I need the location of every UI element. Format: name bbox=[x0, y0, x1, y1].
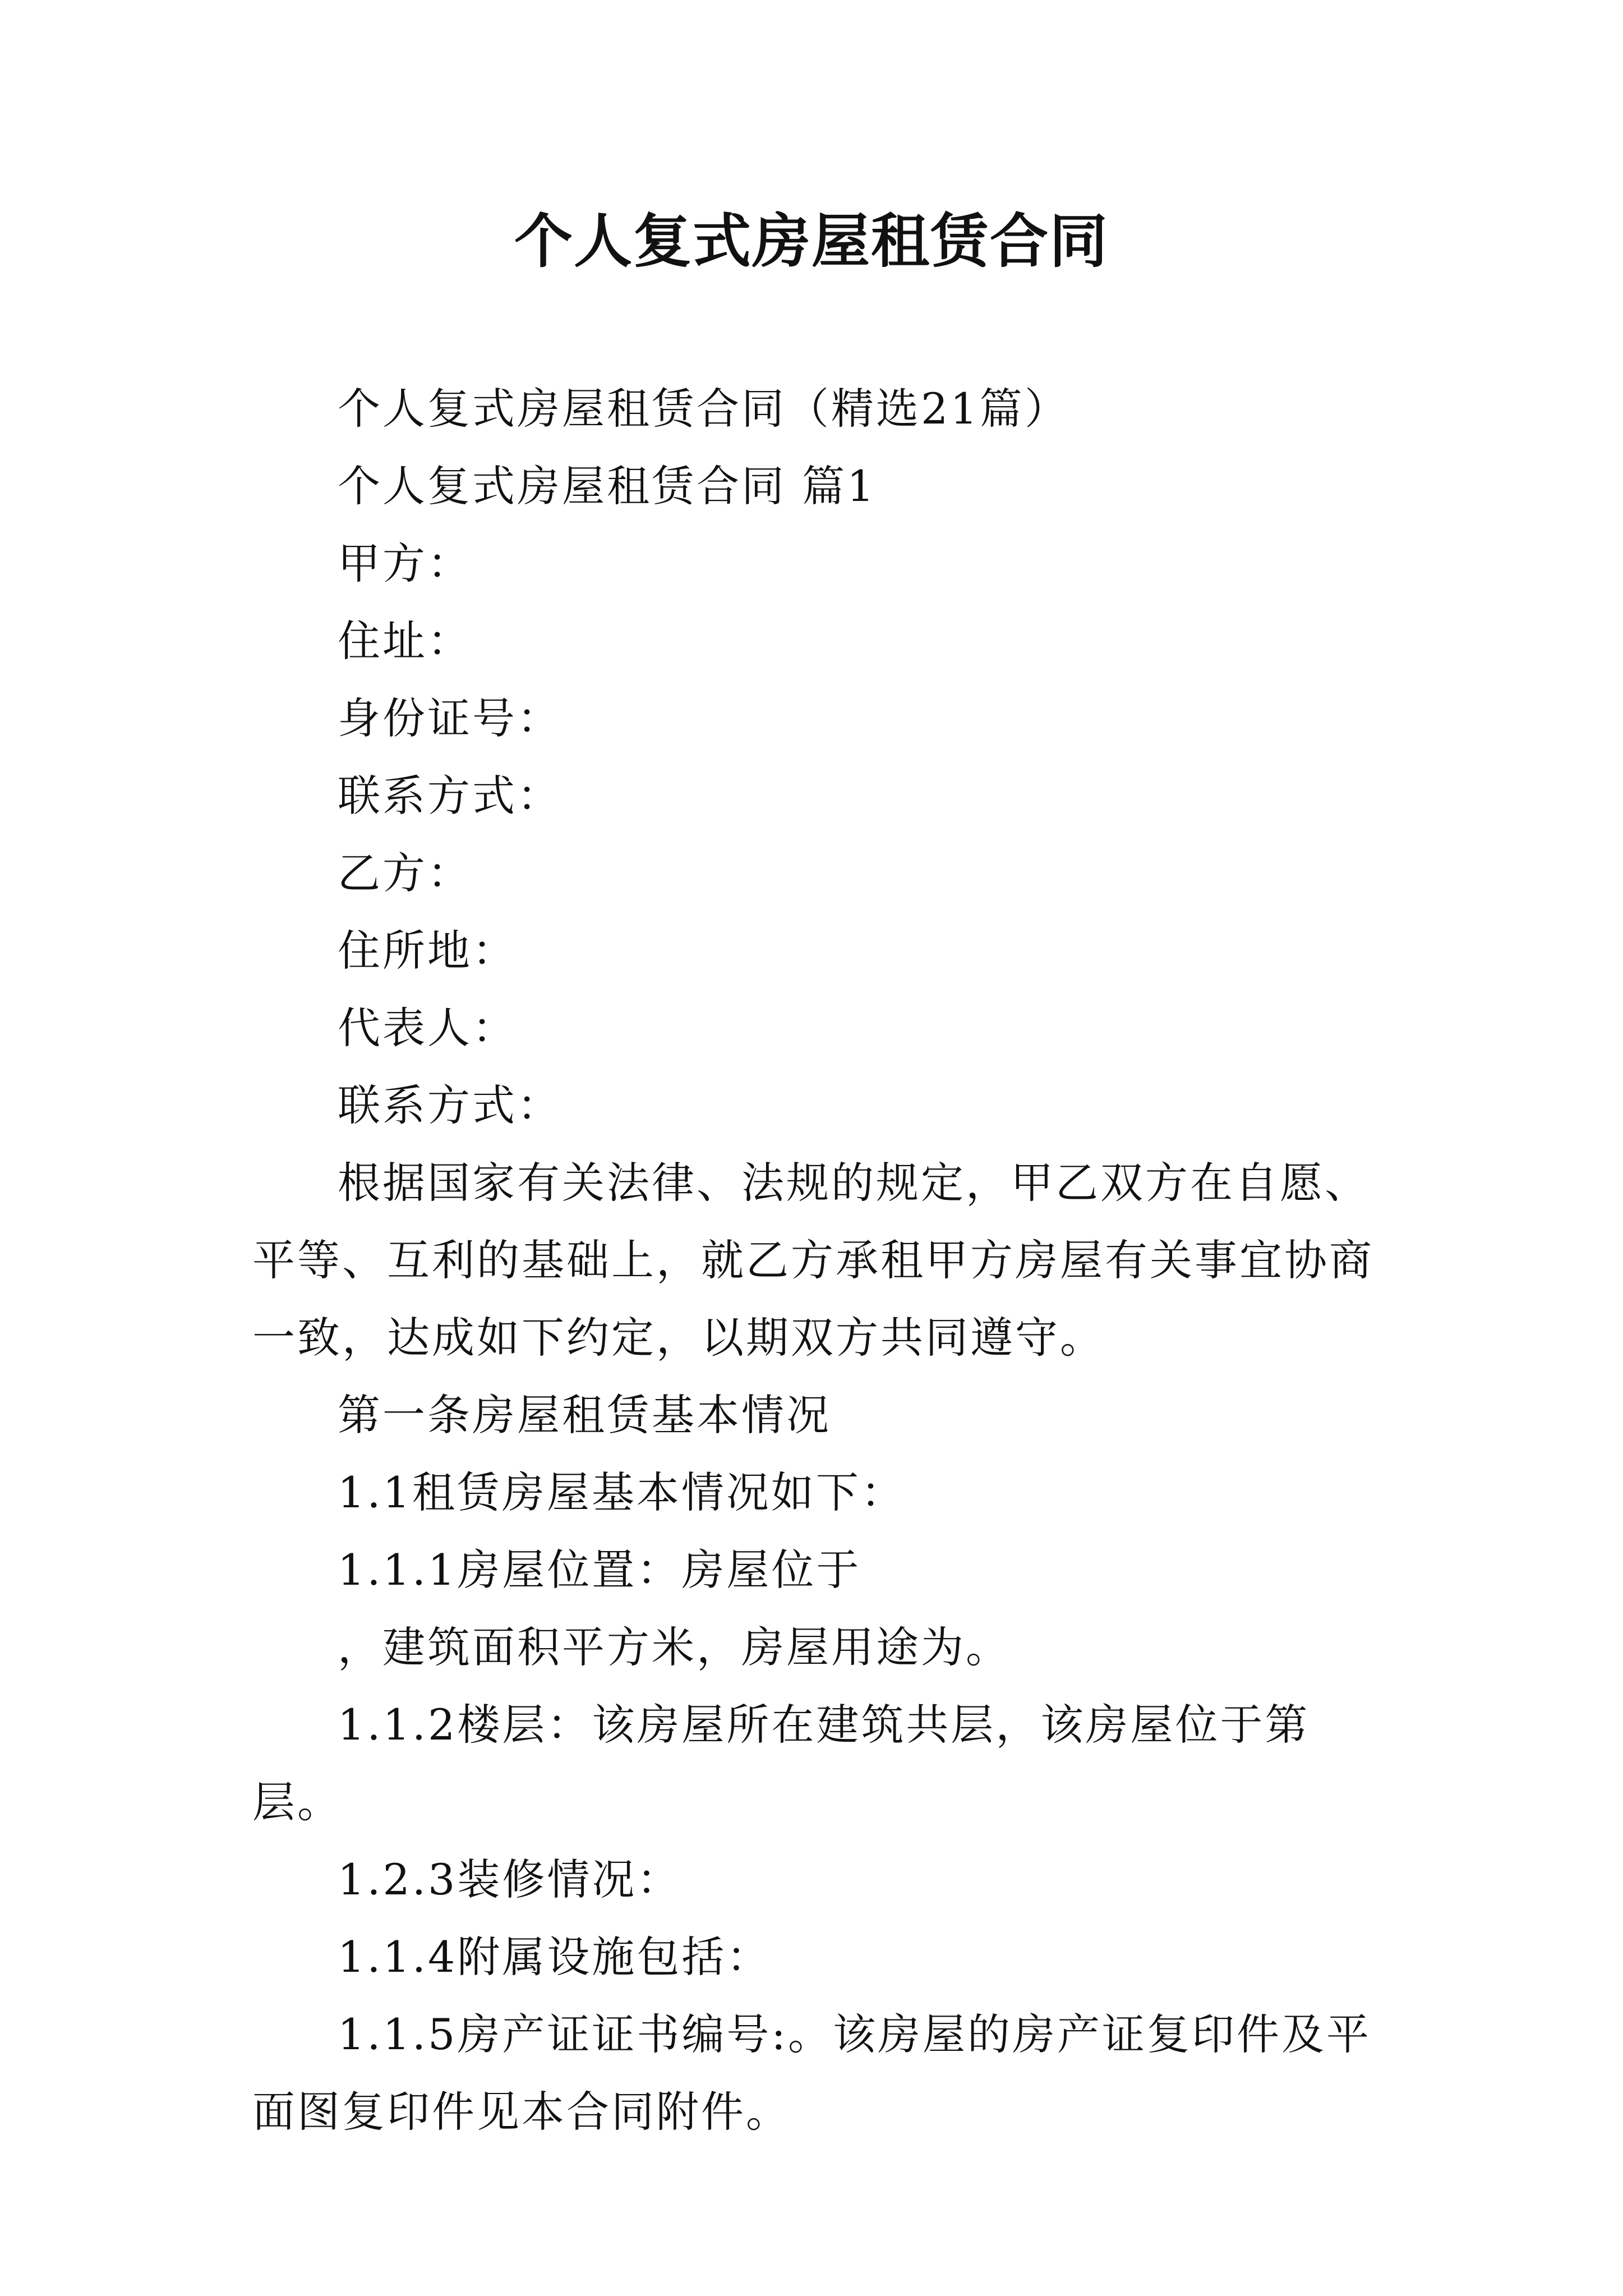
paragraph-clause-1-1-4: 1.1.4附属设施包括： bbox=[338, 1932, 772, 1982]
paragraph-subtitle: 个人复式房屋租赁合同（精选21篇） bbox=[338, 384, 1069, 434]
document-body bbox=[252, 370, 1387, 2151]
paragraph-address: 住址： bbox=[338, 616, 472, 666]
paragraph-contact-a: 联系方式： bbox=[338, 771, 562, 821]
paragraph-clause-1-1-1: 1.1.1房屋位置：房屋位于 bbox=[338, 1545, 861, 1595]
paragraph-clause-1-1-1-cont: ，建筑面积平方米，房屋用途为。 bbox=[338, 1622, 1011, 1672]
paragraph-clause-1-1-5: 1.1.5房产证证书编号:。该房屋的房产证复印件及平面图复印件见本合同附件。 bbox=[252, 2009, 1371, 2137]
paragraph-clause-1-2-3: 1.2.3装修情况： bbox=[338, 1855, 682, 1904]
paragraph-residence: 住所地： bbox=[338, 926, 517, 976]
paragraph-representative: 代表人： bbox=[338, 1003, 517, 1053]
paragraph-clause-1-1-2: 1.1.2楼层：该房屋所在建筑共层，该房屋位于第层。 bbox=[252, 1700, 1310, 1827]
paragraph-party-a: 甲方： bbox=[338, 539, 472, 588]
paragraph-article-1: 第一条房屋租赁基本情况 bbox=[338, 1390, 831, 1440]
document-title: 个人复式房屋租赁合同 bbox=[514, 206, 1109, 275]
paragraph-section-heading: 个人复式房屋租赁合同 篇1 bbox=[338, 461, 877, 511]
paragraph-contact-b: 联系方式： bbox=[338, 1080, 562, 1130]
paragraph-party-b: 乙方： bbox=[338, 848, 472, 898]
paragraph-clause-1-1: 1.1租赁房屋基本情况如下： bbox=[338, 1467, 906, 1517]
paragraph-preamble: 根据国家有关法律、法规的规定，甲乙双方在自愿、平等、互利的基础上，就乙方承租甲方房屋有关事宜协商一致，达成如下约定，以期双方共同遵守。 bbox=[252, 1158, 1374, 1363]
paragraph-id-number: 身份证号： bbox=[338, 693, 562, 743]
